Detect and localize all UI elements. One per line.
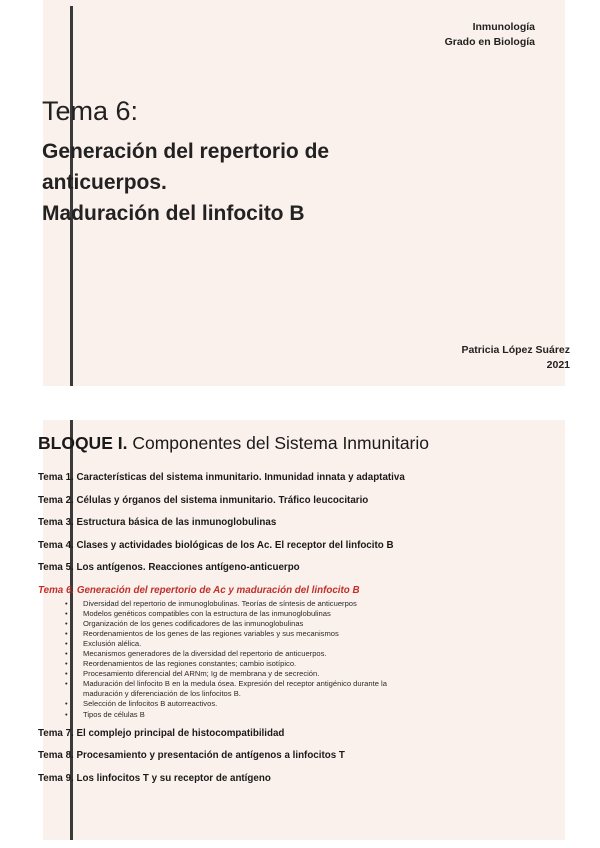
slide-subtitle: [42, 136, 462, 229]
bullet-icon: •: [65, 598, 68, 608]
subtopic-item: • Reordenamientos de los genes de las regiones variables y sus mecanismos: [65, 628, 339, 638]
topic-item: Tema 8. Procesamiento y presentación de antígenos a linfocitos T: [38, 750, 345, 762]
subtopic-item: • Selección de linfocitos B autorreactivos.: [65, 699, 218, 709]
topic-item: Tema 3. Estructura básica de las inmunoglobulinas: [38, 517, 277, 528]
subtopic-item: • Maduración del linfocito B en la medula ósea. Expresión del receptor antigénico durante la: [65, 679, 387, 689]
topic-item: Tema 9. Los linfocitos T y su receptor de antígeno: [38, 772, 271, 784]
topic-list: [38, 471, 538, 794]
subtopic-item: • Tipos de células B: [65, 709, 145, 719]
topic-item: Tema 7. El complejo principal de histocompatibilidad: [38, 727, 285, 739]
course-info: [445, 20, 535, 50]
subtopic-item: • Organización de los genes codificadores de las inmunoglobulinas: [65, 618, 304, 628]
subtitle-line: Maduración del linfocito B: [42, 202, 305, 225]
bullet-icon: •: [65, 669, 68, 679]
subtitle-line: anticuerpos.: [42, 171, 167, 194]
topic-item: Tema 5. Los antígenos. Reacciones antígeno-anticuerpo: [38, 562, 300, 573]
subtopic-item: • Procesamiento diferencial del ARNm; Ig de membrana y de secreción.: [65, 669, 320, 679]
course-name: Inmunología: [472, 21, 535, 33]
bullet-icon: •: [65, 638, 68, 648]
subtopic-item: • Exclusión alélica.: [65, 638, 142, 648]
subtitle-line: Generación del repertorio de: [42, 140, 330, 163]
subtopic-item-continued: maduración y diferenciación de los linfocitos B.: [83, 689, 241, 699]
year: 2021: [546, 359, 570, 371]
slide-title: Tema 6:: [42, 96, 139, 126]
topic-item: Tema 4. Clases y actividades biológicas de los Ac. El receptor del linfocito B: [38, 539, 394, 551]
topic-item: Tema 1. Características del sistema inmunitario. Inmunidad innata y adaptativa: [38, 472, 405, 483]
subtopic-item: • Diversidad del repertorio de inmunoglobulinas. Teorías de síntesis de anticuerpos: [65, 598, 357, 608]
block-label: BLOQUE I.: [38, 433, 128, 453]
bullet-icon: •: [65, 608, 68, 618]
block-heading: [38, 433, 429, 454]
bullet-icon: •: [65, 709, 68, 719]
author-name: Patricia López Suárez: [461, 344, 570, 356]
topic-item: Tema 2. Células y órganos del sistema inmunitario. Tráfico leucocitario: [38, 494, 369, 506]
subtopic-list: [38, 599, 538, 720]
bullet-icon: •: [65, 679, 68, 689]
subtopic-item: • Reordenamientos de las regiones constantes; cambio isotípico.: [65, 659, 297, 669]
author-info: [461, 343, 570, 373]
block-title: Componentes del Sistema Inmunitario: [132, 433, 430, 453]
bullet-icon: •: [65, 618, 68, 628]
degree-name: Grado en Biología: [444, 36, 535, 48]
bullet-icon: •: [65, 699, 68, 709]
active-topic: Tema 6. Generación del repertorio de Ac y maduración del linfocito B: [38, 584, 360, 596]
bullet-icon: •: [65, 628, 68, 638]
subtopic-item: • Modelos genéticos compatibles con la estructura de las inmunoglobulinas: [65, 608, 331, 618]
bullet-icon: •: [65, 648, 68, 658]
bullet-icon: •: [65, 659, 68, 669]
subtopic-item: • Mecanismos generadores de la diversidad del repertorio de anticuerpos.: [65, 648, 327, 658]
